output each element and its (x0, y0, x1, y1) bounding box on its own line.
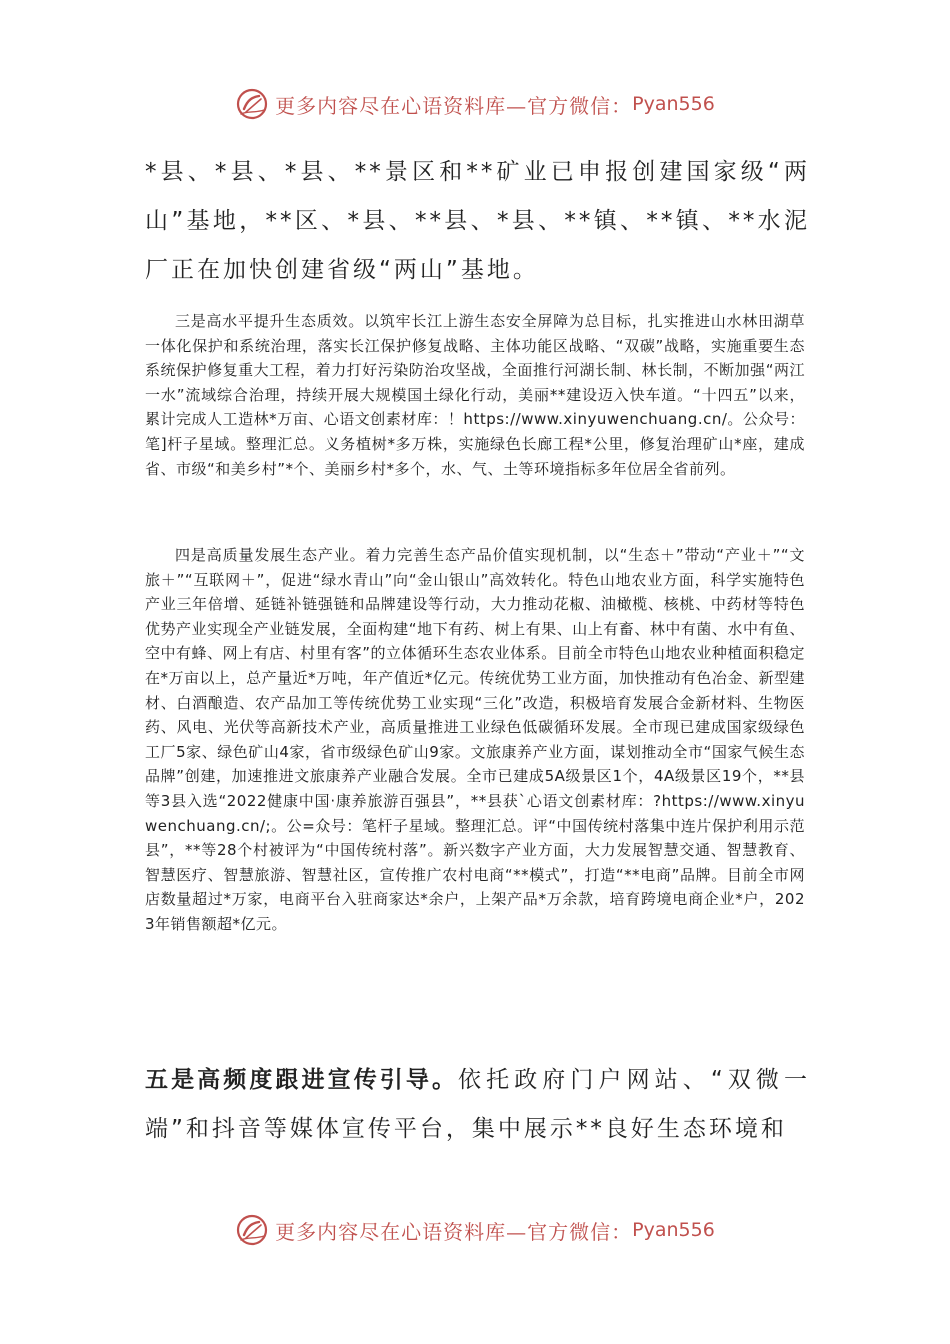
paragraph-publicity-lead: 五是高频度跟进宣传引导。 (145, 1067, 459, 1093)
signature-pen-logo-icon (235, 87, 269, 121)
watermark-text: 更多内容尽在心语资料库—官方微信： (275, 1219, 633, 1244)
watermark-banner-bottom (0, 1212, 950, 1248)
top-paragraph: *县、*县、*县、**景区和**矿业已申报创建国家级“两山”基地，**区、*县、**县、*县、**镇、**镇、**水泥厂正在加快创建省级“两山”基地。 (145, 159, 810, 283)
watermark-text: 更多内容尽在心语资料库—官方微信： (275, 93, 633, 118)
paragraph-ecology-quality: 三是高水平提升生态质效。以筑牢长江上游生态安全屏障为总目标，扎实推进山水林田湖草一体化保护和系统治理，落实长江保护修复战略、主体功能区战略、“双碳”战略，实施重要生态系统保护修复重大工程，着力打好污染防治攻坚战，全面推行河湖长制、林长制，不断加强“两江一水”流域综合治理，持续开展大规模国土绿化行动，美丽**建设迈入快车道。“十四五”以来，累计完成人工造林*万亩、心语文创素材库：！https://www.xinyuwenchuang.cn/。公众号：笔]杆子星域。整理汇总。义务植树*多万株，实施绿色长廊工程*公里，修复治理矿山*座，建成省、市级“和美乡村”*个、美丽乡村*多个，水、气、土等环境指标多年位居全省前列。 (145, 312, 805, 478)
signature-pen-logo-icon (235, 1213, 269, 1247)
watermark-banner-top (0, 86, 950, 122)
watermark-handle: Pyan556 (632, 1219, 715, 1241)
paragraph-publicity-body: 依托政府门户网站、“双微一端”和抖音等媒体宣传平台，集中展示**良好生态环境和 (145, 1067, 811, 1142)
paragraph-ecology-industry: 四是高质量发展生态产业。着力完善生态产品价值实现机制，以“生态＋”带动“产业＋”“文旅＋”“互联网＋”，促进“绿水青山”向“金山银山”高效转化。特色山地农业方面，科学实施特色产业三年倍增、延链补链强链和品牌建设等行动，大力推动花椒、油橄榄、核桃、中药材等特色优势产业实现全产业链发展，全面构建“地下有药、树上有果、山上有畜、林中有菌、水中有鱼、空中有蜂、网上有店、村里有客”的立体循环生态农业体系。目前全市特色山地农业种植面积稳定在*万亩以上，总产量近*万吨，年产值近*亿元。传统优势工业方面，加快推动有色冶金、新型建材、白酒酿造、农产品加工等传统优势工业实现“三化”改造，积极培育发展合金新材料、生物医药、风电、光伏等高新技术产业，高质量推进工业绿色低碳循环发展。全市现已建成国家级绿色工厂5家、绿色矿山4家，省市级绿色矿山9家。文旅康养产业方面，谋划推动全市“国家气候生态品牌”创建，加速推进文旅康养产业融合发展。全市已建成5A级景区1个，4A级景区19个，**县等3县入选“2022健康中国·康养旅游百强县”，**县获`心语文创素材库：?https://www.xinyuwenchuang.cn/;。公=众号：笔杆子星域。整理汇总。评“中国传统村落集中连片保护利用示范县”，**等28个村被评为“中国传统村落”。新兴数字产业方面，大力发展智慧交通、智慧教育、智慧医疗、智慧旅游、智慧社区，宣传推广农村电商“**模式”，打造“**电商”品牌。目前全市网店数量超过*万家，电商平台入驻商家达*余户，上架产品*万余款，培育跨境电商企业*户，2023年销售额超*亿元。 (145, 546, 805, 933)
paragraph-publicity (145, 1056, 810, 1154)
watermark-handle: Pyan556 (632, 93, 715, 115)
